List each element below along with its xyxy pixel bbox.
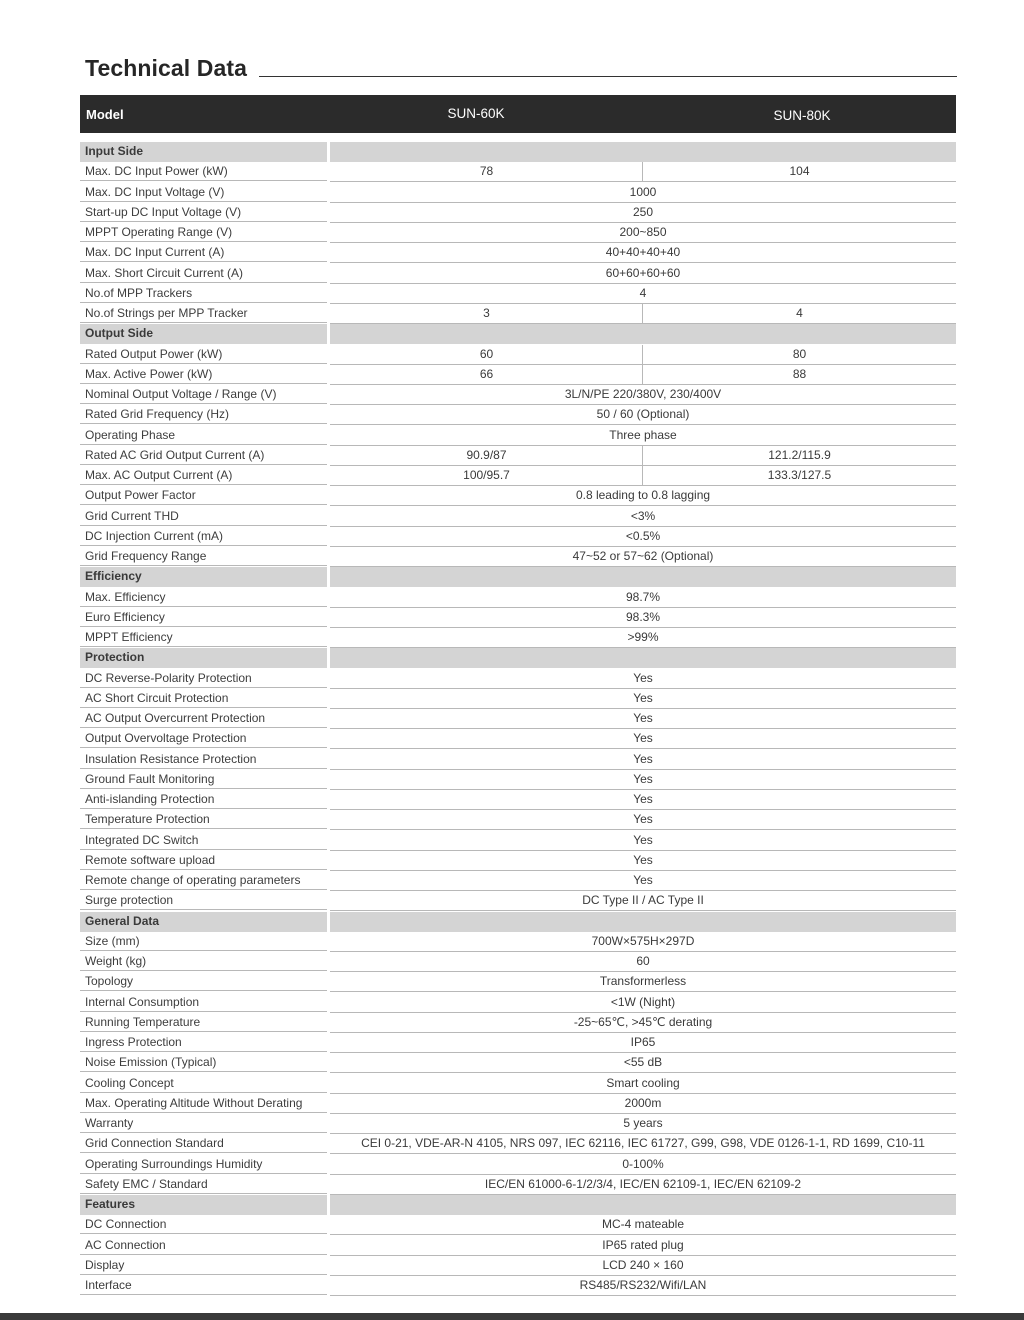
spec-value-cell <box>330 527 956 547</box>
spec-value: IEC/EN 61000-6-1/2/3/4, IEC/EN 62109-1, IEC/EN 62109-2 <box>484 1176 802 1191</box>
table-row <box>80 304 956 324</box>
spec-value-sun-80k: 88 <box>792 366 807 381</box>
spec-label: Operating Phase <box>80 426 327 445</box>
spec-value-sun-80k: 80 <box>792 346 807 361</box>
spec-value: IP65 <box>630 1035 656 1049</box>
spec-label: Display <box>80 1256 327 1275</box>
bottom-bar <box>0 1313 1024 1320</box>
spec-value: 98.3% <box>625 609 661 624</box>
spec-value-cell <box>330 1175 956 1195</box>
spec-value-sun-80k: 133.3/127.5 <box>767 468 832 482</box>
spec-label: Ingress Protection <box>80 1033 327 1052</box>
spec-value-cell <box>330 1256 956 1276</box>
spec-value-cell <box>330 264 956 284</box>
section-title: General Data <box>80 912 327 932</box>
spec-value-cell <box>330 446 956 466</box>
spec-value-cell <box>330 1074 956 1094</box>
spec-value: Three phase <box>609 427 677 442</box>
table-row <box>80 1215 956 1235</box>
table-row <box>80 608 956 628</box>
table-row <box>80 486 956 506</box>
section-header <box>80 912 956 932</box>
table-row <box>80 790 956 810</box>
spec-value-cell <box>330 385 956 405</box>
spec-value: Yes <box>633 670 653 685</box>
table-row <box>80 405 956 425</box>
spec-label: AC Short Circuit Protection <box>80 689 327 708</box>
spec-value-cell <box>330 871 956 891</box>
spec-value-cell <box>330 507 956 527</box>
table-row <box>80 1276 956 1296</box>
spec-value-cell <box>330 466 956 486</box>
table-row <box>80 729 956 749</box>
spec-value: 0.8 leading to 0.8 lagging <box>575 488 711 503</box>
spec-value: 4 <box>639 285 647 300</box>
table-row <box>80 1033 956 1053</box>
spec-value-cell <box>330 223 956 243</box>
spec-value: 250 <box>632 204 654 219</box>
table-row <box>80 972 956 992</box>
section-fill <box>330 324 956 344</box>
spec-value: <3% <box>630 508 656 523</box>
model-label: Model <box>86 107 124 122</box>
spec-value-cell <box>330 709 956 729</box>
spec-value: Yes <box>633 711 653 725</box>
spec-value-cell <box>330 770 956 790</box>
table-row <box>80 466 956 486</box>
spec-value-cell <box>330 183 956 203</box>
spec-label: Max. DC Input Voltage (V) <box>80 183 327 202</box>
section-header <box>80 324 956 344</box>
spec-value: CEI 0-21, VDE-AR-N 4105, NRS 097, IEC 62116, IEC 61727, G99, G98, VDE 0126-1-1, RD 1699, C10-11 <box>361 1136 925 1151</box>
spec-label: AC Connection <box>80 1236 327 1255</box>
spec-value-cell <box>330 810 956 830</box>
spec-label: Insulation Resistance Protection <box>80 750 327 769</box>
spec-value: IP65 rated plug <box>602 1237 684 1252</box>
spec-label: Running Temperature <box>80 1013 327 1032</box>
table-row <box>80 669 956 689</box>
spec-value: <1W (Night) <box>610 994 676 1009</box>
spec-label: Max. DC Input Current (A) <box>80 243 327 262</box>
section-fill <box>330 648 956 668</box>
spec-value-sun-60k: 60 <box>479 346 494 361</box>
table-row <box>80 547 956 567</box>
spec-label: Integrated DC Switch <box>80 831 327 850</box>
spec-label: Weight (kg) <box>80 952 327 971</box>
spec-value: Yes <box>633 873 653 887</box>
spec-value-sun-60k: 90.9/87 <box>466 447 507 462</box>
table-row <box>80 1256 956 1276</box>
spec-value-cell <box>330 851 956 871</box>
spec-value: Yes <box>633 751 653 766</box>
spec-label: Max. AC Output Current (A) <box>80 466 327 485</box>
table-row <box>80 588 956 608</box>
model-sun-60k: SUN-60K <box>447 106 505 121</box>
spec-value: 2000m <box>624 1095 662 1110</box>
section-title: Features <box>80 1195 327 1215</box>
spec-value-cell <box>330 891 956 911</box>
spec-label: Grid Current THD <box>80 507 327 526</box>
title-row <box>85 52 957 82</box>
section-title: Input Side <box>80 142 327 162</box>
spec-label: DC Injection Current (mA) <box>80 527 327 546</box>
table-row <box>80 1053 956 1073</box>
spec-value-cell <box>330 608 956 628</box>
spec-value-cell <box>330 243 956 263</box>
section-title: Efficiency <box>80 567 327 587</box>
spec-value: Yes <box>633 731 653 746</box>
spec-value-cell <box>330 1155 956 1175</box>
spec-value-sun-80k: 4 <box>796 306 803 320</box>
model-sun-80k: SUN-80K <box>773 108 831 123</box>
spec-label: Temperature Protection <box>80 810 327 829</box>
spec-value-cell <box>330 1053 956 1073</box>
spec-value-cell <box>330 1276 956 1296</box>
spec-value-cell <box>330 932 956 952</box>
spec-value: 60 <box>636 954 650 968</box>
section-title: Output Side <box>80 324 327 344</box>
spec-label: Cooling Concept <box>80 1074 327 1093</box>
spec-value-cell <box>330 405 956 425</box>
table-row <box>80 932 956 952</box>
spec-value: Yes <box>633 690 653 705</box>
spec-value-cell <box>330 426 956 446</box>
spec-value: 3L/N/PE 220/380V, 230/400V <box>564 387 722 401</box>
table-row <box>80 527 956 547</box>
spec-value: 60+60+60+60 <box>605 265 681 280</box>
spec-value-cell <box>330 729 956 749</box>
table-header <box>80 95 956 133</box>
table-row <box>80 952 956 972</box>
spec-value-cell <box>330 1114 956 1134</box>
spec-label: Max. Efficiency <box>80 588 327 607</box>
spec-value: Yes <box>633 771 653 786</box>
table-row <box>80 1094 956 1114</box>
spec-value: 47~52 or 57~62 (Optional) <box>572 549 714 563</box>
spec-label: Grid Connection Standard <box>80 1134 327 1153</box>
spec-value-cell <box>330 162 956 182</box>
spec-value: Transformerless <box>599 974 687 989</box>
section-fill <box>330 1195 956 1215</box>
spec-label: MPPT Operating Range (V) <box>80 223 327 242</box>
spec-value-cell <box>330 993 956 1013</box>
spec-value-cell <box>330 952 956 972</box>
spec-label: Remote change of operating parameters <box>80 871 327 890</box>
spec-label: Anti-islanding Protection <box>80 790 327 809</box>
spec-value: LCD 240 × 160 <box>602 1257 684 1272</box>
spec-value-sun-80k: 121.2/115.9 <box>768 447 831 462</box>
spec-label: MPPT Efficiency <box>80 628 327 647</box>
spec-value-cell <box>330 1013 956 1033</box>
spec-value: Yes <box>633 812 653 827</box>
table-row <box>80 1155 956 1175</box>
spec-label: Nominal Output Voltage / Range (V) <box>80 385 327 404</box>
table-row <box>80 831 956 851</box>
table-row <box>80 446 956 466</box>
spec-label: Topology <box>80 972 327 991</box>
table-row <box>80 993 956 1013</box>
title-rule <box>259 76 957 77</box>
spec-value: RS485/RS232/Wifi/LAN <box>579 1278 707 1292</box>
spec-label: Rated Output Power (kW) <box>80 345 327 364</box>
table-row <box>80 810 956 830</box>
table-row <box>80 162 956 182</box>
spec-label: AC Output Overcurrent Protection <box>80 709 327 728</box>
table-row <box>80 770 956 790</box>
table-row <box>80 264 956 284</box>
spec-value-cell <box>330 1236 956 1256</box>
spec-label: Surge protection <box>80 891 327 910</box>
spec-label: Max. Operating Altitude Without Derating <box>80 1094 327 1113</box>
spec-value-cell <box>330 972 956 992</box>
table-row <box>80 891 956 911</box>
table-row <box>80 365 956 385</box>
table-row <box>80 507 956 527</box>
table-row <box>80 284 956 304</box>
section-header <box>80 567 956 587</box>
table-row <box>80 223 956 243</box>
spec-value-cell <box>330 1094 956 1114</box>
spec-label: Rated AC Grid Output Current (A) <box>80 446 327 465</box>
spec-value-cell <box>330 588 956 608</box>
table-row <box>80 689 956 709</box>
spec-label: Output Overvoltage Protection <box>80 729 327 748</box>
spec-label: Euro Efficiency <box>80 608 327 627</box>
spec-label: Size (mm) <box>80 932 327 951</box>
spec-value: 200~850 <box>619 225 667 239</box>
spec-value: 0-100% <box>622 1156 664 1171</box>
spec-label: DC Reverse-Polarity Protection <box>80 669 327 688</box>
spec-value-cell <box>330 628 956 648</box>
spec-value-cell <box>330 304 956 324</box>
spec-label: Noise Emission (Typical) <box>80 1053 327 1072</box>
section-title: Protection <box>80 648 327 668</box>
spec-label: Start-up DC Input Voltage (V) <box>80 203 327 222</box>
table-row <box>80 851 956 871</box>
section-fill <box>330 912 956 932</box>
spec-value-cell <box>330 1033 956 1053</box>
spec-label: Max. Short Circuit Current (A) <box>80 264 327 283</box>
table-row <box>80 1134 956 1154</box>
spec-value-sun-60k: 66 <box>479 366 494 381</box>
section-header <box>80 142 956 162</box>
spec-value-cell <box>330 1215 956 1235</box>
spec-value: 700W×575H×297D <box>591 933 695 948</box>
spec-value-sun-60k: 78 <box>479 164 494 179</box>
spec-value: MC-4 mateable <box>601 1217 685 1232</box>
table-row <box>80 709 956 729</box>
spec-label: Safety EMC / Standard <box>80 1175 327 1194</box>
table-row <box>80 243 956 263</box>
section-fill <box>330 567 956 587</box>
spec-value: -25~65℃, >45℃ derating <box>573 1014 713 1029</box>
spec-value: 40+40+40+40 <box>605 245 681 260</box>
section-header <box>80 1195 956 1215</box>
spec-value-sun-60k: 3 <box>483 306 490 320</box>
spec-label: No.of Strings per MPP Tracker <box>80 304 327 323</box>
spec-label: Max. Active Power (kW) <box>80 365 327 384</box>
spec-label: Output Power Factor <box>80 486 327 505</box>
spec-value: Yes <box>633 832 653 847</box>
spec-value: Yes <box>633 852 653 867</box>
spec-label: No.of MPP Trackers <box>80 284 327 303</box>
spec-value: >99% <box>627 630 659 644</box>
spec-label: Max. DC Input Power (kW) <box>80 162 327 181</box>
table-row <box>80 203 956 223</box>
spec-value-cell <box>330 831 956 851</box>
page-title: Technical Data <box>85 55 248 81</box>
spec-value: DC Type II / AC Type II <box>582 893 704 908</box>
spec-value: 1000 <box>629 184 657 199</box>
spec-value-cell <box>330 365 956 385</box>
table-row <box>80 750 956 770</box>
spec-label: Rated Grid Frequency (Hz) <box>80 405 327 424</box>
spec-value-cell <box>330 345 956 365</box>
table-row <box>80 628 956 648</box>
section-header <box>80 648 956 668</box>
table-row <box>80 1114 956 1134</box>
table-row <box>80 385 956 405</box>
spec-value-sun-80k: 104 <box>789 164 810 179</box>
spec-table <box>80 142 956 1296</box>
spec-label: Grid Frequency Range <box>80 547 327 566</box>
spec-value-sun-60k: 100/95.7 <box>463 468 510 482</box>
spec-value: 98.7% <box>625 589 661 604</box>
spec-value-cell <box>330 1134 956 1154</box>
table-row <box>80 1074 956 1094</box>
table-row <box>80 183 956 203</box>
spec-value: Smart cooling <box>606 1075 680 1090</box>
spec-value-cell <box>330 203 956 223</box>
spec-value: 50 / 60 (Optional) <box>596 407 690 422</box>
table-row <box>80 426 956 446</box>
spec-value-cell <box>330 689 956 709</box>
spec-value-cell <box>330 284 956 304</box>
spec-label: Ground Fault Monitoring <box>80 770 327 789</box>
spec-label: DC Connection <box>80 1215 327 1234</box>
section-fill <box>330 142 956 162</box>
table-row <box>80 1175 956 1195</box>
spec-label: Warranty <box>80 1114 327 1133</box>
spec-value: <0.5% <box>625 528 661 543</box>
spec-value: 5 years <box>623 1116 663 1130</box>
spec-label: Interface <box>80 1276 327 1295</box>
spec-value-cell <box>330 486 956 506</box>
spec-value: Yes <box>633 792 653 806</box>
spec-value-cell <box>330 790 956 810</box>
spec-value-cell <box>330 547 956 567</box>
spec-label: Internal Consumption <box>80 993 327 1012</box>
spec-value-cell <box>330 669 956 689</box>
spec-label: Remote software upload <box>80 851 327 870</box>
table-row <box>80 345 956 365</box>
table-row <box>80 1236 956 1256</box>
spec-value-cell <box>330 750 956 770</box>
table-row <box>80 1013 956 1033</box>
spec-value: <55 dB <box>623 1055 663 1070</box>
spec-label: Operating Surroundings Humidity <box>80 1155 327 1174</box>
table-row <box>80 871 956 891</box>
